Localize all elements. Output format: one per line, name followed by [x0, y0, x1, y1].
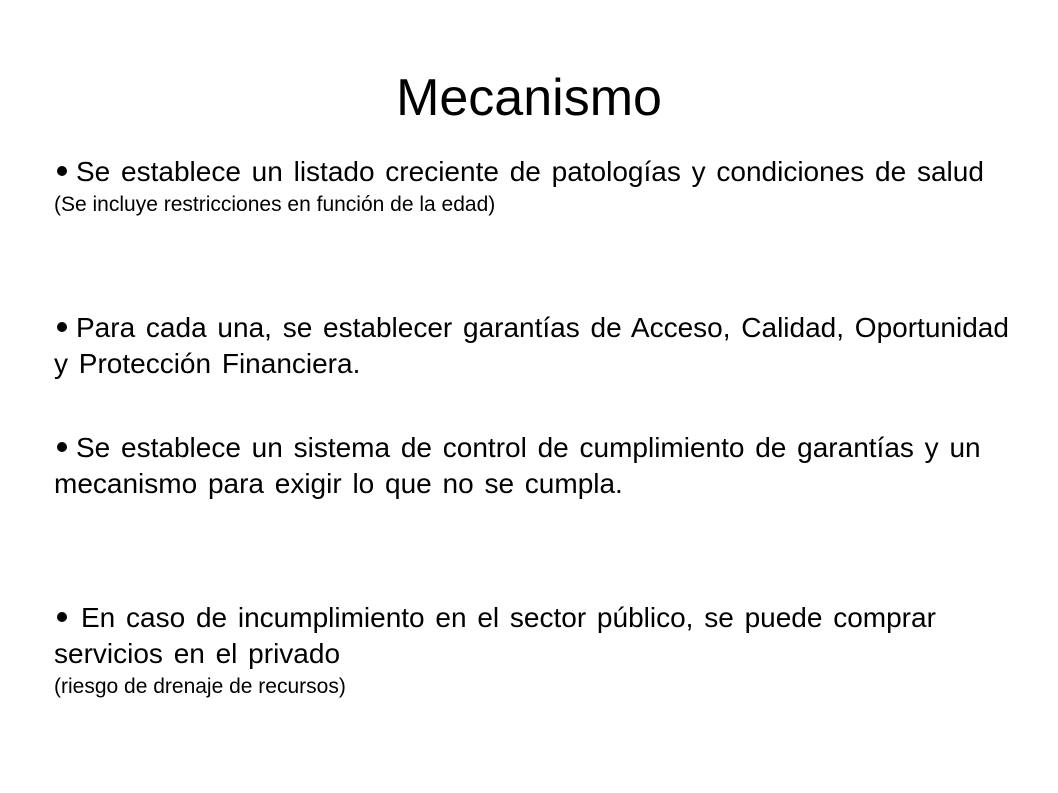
bullet-text: Se establece un sistema de control de cumplimiento de garantías y un mecanismo para exigir lo que no se cumpla. [54, 432, 981, 499]
bullet-item [54, 310, 1014, 382]
bullet-item [54, 430, 1014, 502]
bullet-text-row [54, 310, 1014, 382]
bullet-dot-icon [57, 442, 67, 452]
bullet-text-row [54, 154, 1014, 190]
bullet-dot-icon [57, 166, 67, 176]
bullet-dot-icon [57, 612, 67, 622]
bullet-text: En caso de incumplimiento en el sector público, se puede comprar servicios en el privado [54, 602, 936, 669]
bullet-text: Se establece un listado creciente de patologías y condiciones de salud [76, 156, 984, 187]
bullet-item [54, 600, 1014, 700]
bullet-note: (riesgo de drenaje de recursos) [54, 675, 346, 698]
bullet-note: (Se incluye restricciones en función de la edad) [54, 193, 496, 216]
slide-title: Mecanismo [396, 69, 662, 127]
bullet-text: Para cada una, se establecer garantías de Acceso, Calidad, Oportunidad y Protección Financiera. [54, 312, 1009, 379]
bullet-item [54, 154, 1014, 218]
bullet-text-row [54, 430, 1014, 502]
bullet-text-row [54, 600, 1014, 672]
bullet-dot-icon [57, 322, 67, 332]
